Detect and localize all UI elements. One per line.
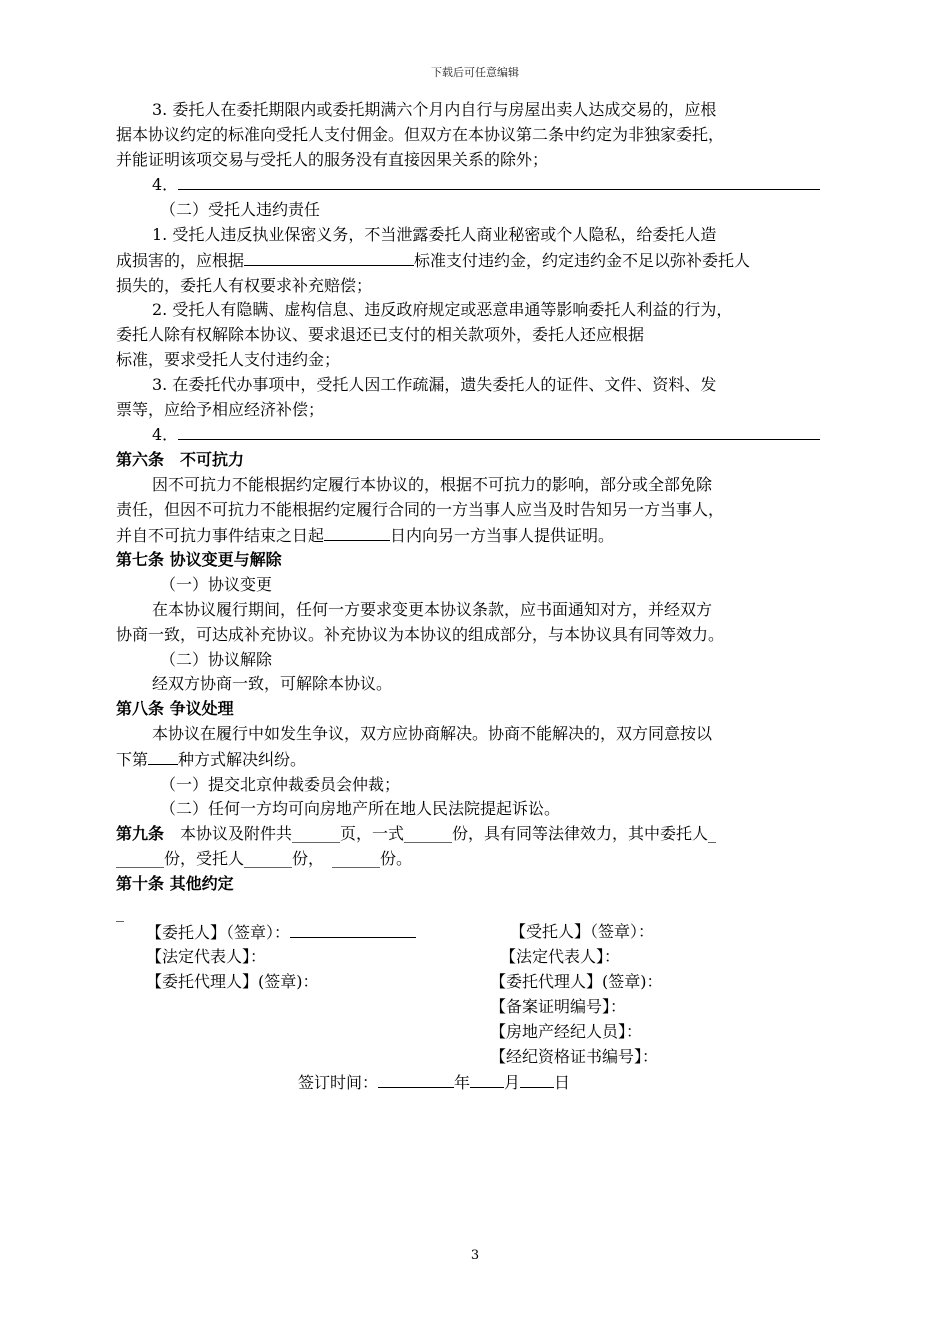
year-blank [378,1070,454,1088]
paragraph: 责任，但因不可抗力不能根据约定履行合同的一方当事人应当及时告知另一方当事人， [116,499,725,519]
blank-underline [178,172,820,190]
section-heading-8: 第八条 争议处理 [116,699,234,719]
blank-item-line: 4． [116,422,842,448]
paragraph: 第九条 本协议及附件共______页，一式______份，具有同等法律效力，其中委托人_ [116,824,717,844]
paragraph: 2. 受托人有隐瞒、虚构信息、违反政府规定或恶意串通等影响委托人利益的行为， [152,300,733,320]
signature-legal-rep-left: 【法定代表人】： [146,947,267,966]
paragraph: 在本协议履行期间，任何一方要求变更本协议条款，应书面通知对方，并经双方 [152,599,713,619]
section-heading-6: 第六条 不可抗力 [116,450,245,470]
paragraph: 票等，应给予相应经济补偿； [116,399,325,419]
blank-mark: _ [116,902,124,922]
paragraph: 并自不可抗力事件结束之日起 日内向另一方当事人提供证明。 [116,523,842,549]
paragraph: 成损害的，应根据 标准支付违约金，约定违约金不足以弥补委托人 [116,248,842,274]
paragraph: 因不可抗力不能根据约定履行本协议的，根据不可抗力的影响，部分或全部免除 [152,474,713,494]
section-heading-10: 第十条 其他约定 [116,873,234,893]
page-header: 下载后可任意编辑 [431,66,519,79]
signing-date: 签订时间： 年 月 日 [298,1070,570,1096]
paragraph: 并能证明该项交易与受托人的服务没有直接因果关系的除外； [116,149,549,169]
month-blank [470,1070,504,1088]
paragraph: ______份，受托人______份， ______份。 [116,848,413,868]
broker-staff: 【房地产经纪人员】： [490,1022,643,1041]
paragraph: 委托人除有权解除本协议、要求退还已支付的相关款项外，委托人还应根据 [116,325,645,345]
section-heading-9: 第九条 [116,824,165,844]
paragraph: 协商一致，可达成补充协议。补充协议为本协议的组成部分，与本协议具有同等效力。 [116,624,725,644]
subsection-heading: （二）受托人违约责任 [160,200,321,220]
filing-number: 【备案证明编号】： [490,997,627,1016]
signature-principal: 【委托人】（签章）： [146,920,416,946]
day-blank [520,1070,554,1088]
blank-item-line: 4． [116,172,842,198]
blank-underline [178,422,820,440]
document-body [116,98,842,925]
paragraph: 下第 种方式解决纠纷。 [116,747,842,773]
page-number: 3 [470,1248,480,1263]
paragraph: 经双方协商一致，可解除本协议。 [152,674,393,694]
paragraph: 损失的，委托人有权要求补充赔偿； [116,275,373,295]
paragraph: 3. 在委托代办事项中，受托人因工作疏漏，遗失委托人的证件、文件、资料、发 [152,374,717,394]
blank-underline [290,920,416,938]
paragraph: 据本协议约定的标准向受托人支付佣金。但双方在本协议第二条中约定为非独家委托， [116,124,725,144]
list-item: （二）任何一方均可向房地产所在地人民法院提起诉讼。 [160,799,561,819]
paragraph: 标准，要求受托人支付违约金； [116,349,341,369]
blank-underline [324,523,390,541]
paragraph: 本协议在履行中如发生争议，双方应协商解决。协商不能解决的，双方同意按以 [152,723,713,743]
broker-certificate-number: 【经纪资格证书编号】： [490,1047,659,1066]
section-heading-7: 第七条 协议变更与解除 [116,550,282,570]
signature-trustee: 【受托人】（签章）： [510,922,655,941]
paragraph: 3. 委托人在委托期限内或委托期满六个月内自行与房屋出卖人达成交易的，应根 [152,100,717,119]
blank-underline [148,747,178,765]
blank-underline [244,248,414,266]
subsection-heading: （一）协议变更 [160,575,273,595]
signature-agent-left: 【委托代理人】(签章)： [146,972,319,991]
paragraph: 1. 受托人违反执业保密义务，不当泄露委托人商业秘密或个人隐私，给委托人造 [152,224,717,244]
signature-agent-right: 【委托代理人】(签章)： [490,972,663,991]
signature-legal-rep-right: 【法定代表人】： [500,947,621,966]
subsection-heading: （二）协议解除 [160,649,273,669]
list-item: （一）提交北京仲裁委员会仲裁； [160,774,401,794]
